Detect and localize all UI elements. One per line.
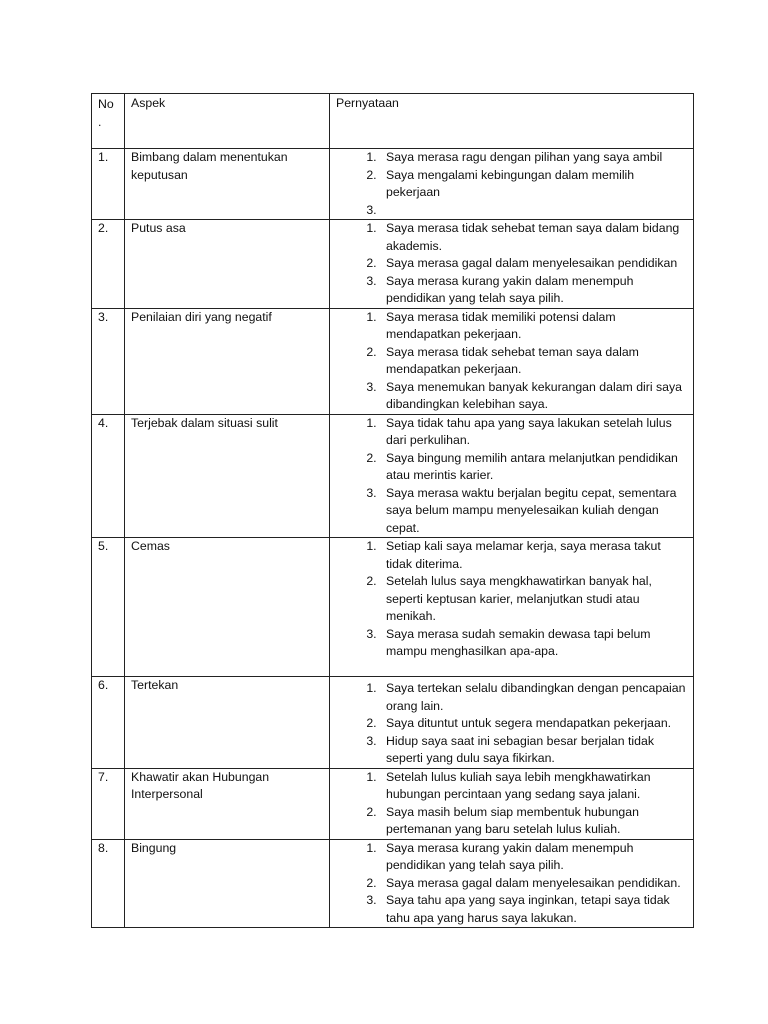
row-number: 6.	[92, 677, 125, 769]
aspect-statement-table	[91, 93, 694, 928]
aspect-cell: Tertekan	[125, 677, 330, 769]
statement-list	[336, 680, 687, 768]
statement-cell	[330, 149, 694, 220]
table-row	[92, 768, 694, 839]
statement-item: 1. Setiap kali saya melamar kerja, saya merasa takut tidak diterima.	[380, 538, 687, 573]
aspect-cell: Terjebak dalam situasi sulit	[125, 414, 330, 538]
header-aspek: Aspek	[125, 94, 330, 149]
statement-list	[336, 769, 687, 839]
aspect-cell: Bingung	[125, 839, 330, 928]
statement-item: 1. Saya tidak tahu apa yang saya lakukan setelah lulus dari perkulihan.	[380, 415, 687, 450]
statement-item: 2. Saya masih belum siap membentuk hubungan pertemanan yang baru setelah lulus kuliah.	[380, 804, 687, 839]
statement-item: 1. Saya merasa kurang yakin dalam menempuh pendidikan yang telah saya pilih.	[380, 840, 687, 875]
statement-item: 3. Saya menemukan banyak kekurangan dalam diri saya dibandingkan kelebihan saya.	[380, 379, 687, 414]
statement-item	[380, 202, 687, 220]
aspect-cell: Putus asa	[125, 220, 330, 309]
row-number: 8.	[92, 839, 125, 928]
row-number: 4.	[92, 414, 125, 538]
statement-item: 1. Saya merasa tidak memiliki potensi dalam mendapatkan pekerjaan.	[380, 309, 687, 344]
row-number: 7.	[92, 768, 125, 839]
statement-item: 3. Hidup saya saat ini sebagian besar berjalan tidak seperti yang dulu saya fikirkan.	[380, 733, 687, 768]
header-no: No .	[92, 94, 125, 149]
statement-cell	[330, 220, 694, 309]
statement-item: 3. Saya merasa waktu berjalan begitu cepat, sementara saya belum mampu menyelesaikan kuliah dengan cepat.	[380, 485, 687, 538]
row-number: 5.	[92, 538, 125, 677]
statement-list	[336, 840, 687, 928]
header-pernyataan: Pernyataan	[330, 94, 694, 149]
statement-item: 1. Saya merasa tidak sehebat teman saya dalam bidang akademis.	[380, 220, 687, 255]
statement-cell	[330, 677, 694, 769]
statement-item: 2. Saya dituntut untuk segera mendapatkan pekerjaan.	[380, 715, 687, 733]
statement-item: 2. Saya merasa gagal dalam menyelesaikan pendidikan.	[380, 875, 687, 893]
statement-item: 1. Setelah lulus kuliah saya lebih mengkhawatirkan hubungan percintaan yang sedang saya jalani.	[380, 769, 687, 804]
table-header-row	[92, 94, 694, 149]
row-number: 2.	[92, 220, 125, 309]
table-row	[92, 677, 694, 769]
table-row	[92, 839, 694, 928]
statement-cell	[330, 414, 694, 538]
statement-item: 2. Saya bingung memilih antara melanjutkan pendidikan atau merintis karier.	[380, 450, 687, 485]
table-row	[92, 538, 694, 677]
statement-item: 2. Saya merasa gagal dalam menyelesaikan pendidikan	[380, 255, 687, 273]
statement-item: 1. Saya tertekan selalu dibandingkan dengan pencapaian orang lain.	[380, 680, 687, 715]
statement-item: 2. Setelah lulus saya mengkhawatirkan banyak hal, seperti keptusan karier, melanjutkan studi atau menikah.	[380, 573, 687, 626]
statement-item: 3. Saya tahu apa yang saya inginkan, tetapi saya tidak tahu apa yang harus saya lakukan.	[380, 892, 687, 927]
table-row	[92, 308, 694, 414]
aspect-cell: Penilaian diri yang negatif	[125, 308, 330, 414]
statement-cell	[330, 839, 694, 928]
statement-item: 2. Saya mengalami kebingungan dalam memilih pekerjaan	[380, 167, 687, 202]
statement-cell	[330, 768, 694, 839]
aspect-cell: Bimbang dalam menentukan keputusan	[125, 149, 330, 220]
statement-item: 3. Saya merasa sudah semakin dewasa tapi belum mampu menghasilkan apa-apa.	[380, 626, 687, 661]
table-row	[92, 149, 694, 220]
statement-list	[336, 149, 687, 219]
statement-list	[336, 538, 687, 661]
statement-item: 1. Saya merasa ragu dengan pilihan yang saya ambil	[380, 149, 687, 167]
row-number: 1.	[92, 149, 125, 220]
aspect-cell: Khawatir akan Hubungan Interpersonal	[125, 768, 330, 839]
statement-list	[336, 220, 687, 308]
statement-list	[336, 309, 687, 414]
statement-cell	[330, 308, 694, 414]
table-row	[92, 220, 694, 309]
aspect-cell: Cemas	[125, 538, 330, 677]
statement-cell	[330, 538, 694, 677]
statement-list	[336, 415, 687, 538]
row-number: 3.	[92, 308, 125, 414]
table-row	[92, 414, 694, 538]
statement-item: 3. Saya merasa kurang yakin dalam menempuh pendidikan yang telah saya pilih.	[380, 273, 687, 308]
statement-item: 2. Saya merasa tidak sehebat teman saya dalam mendapatkan pekerjaan.	[380, 344, 687, 379]
